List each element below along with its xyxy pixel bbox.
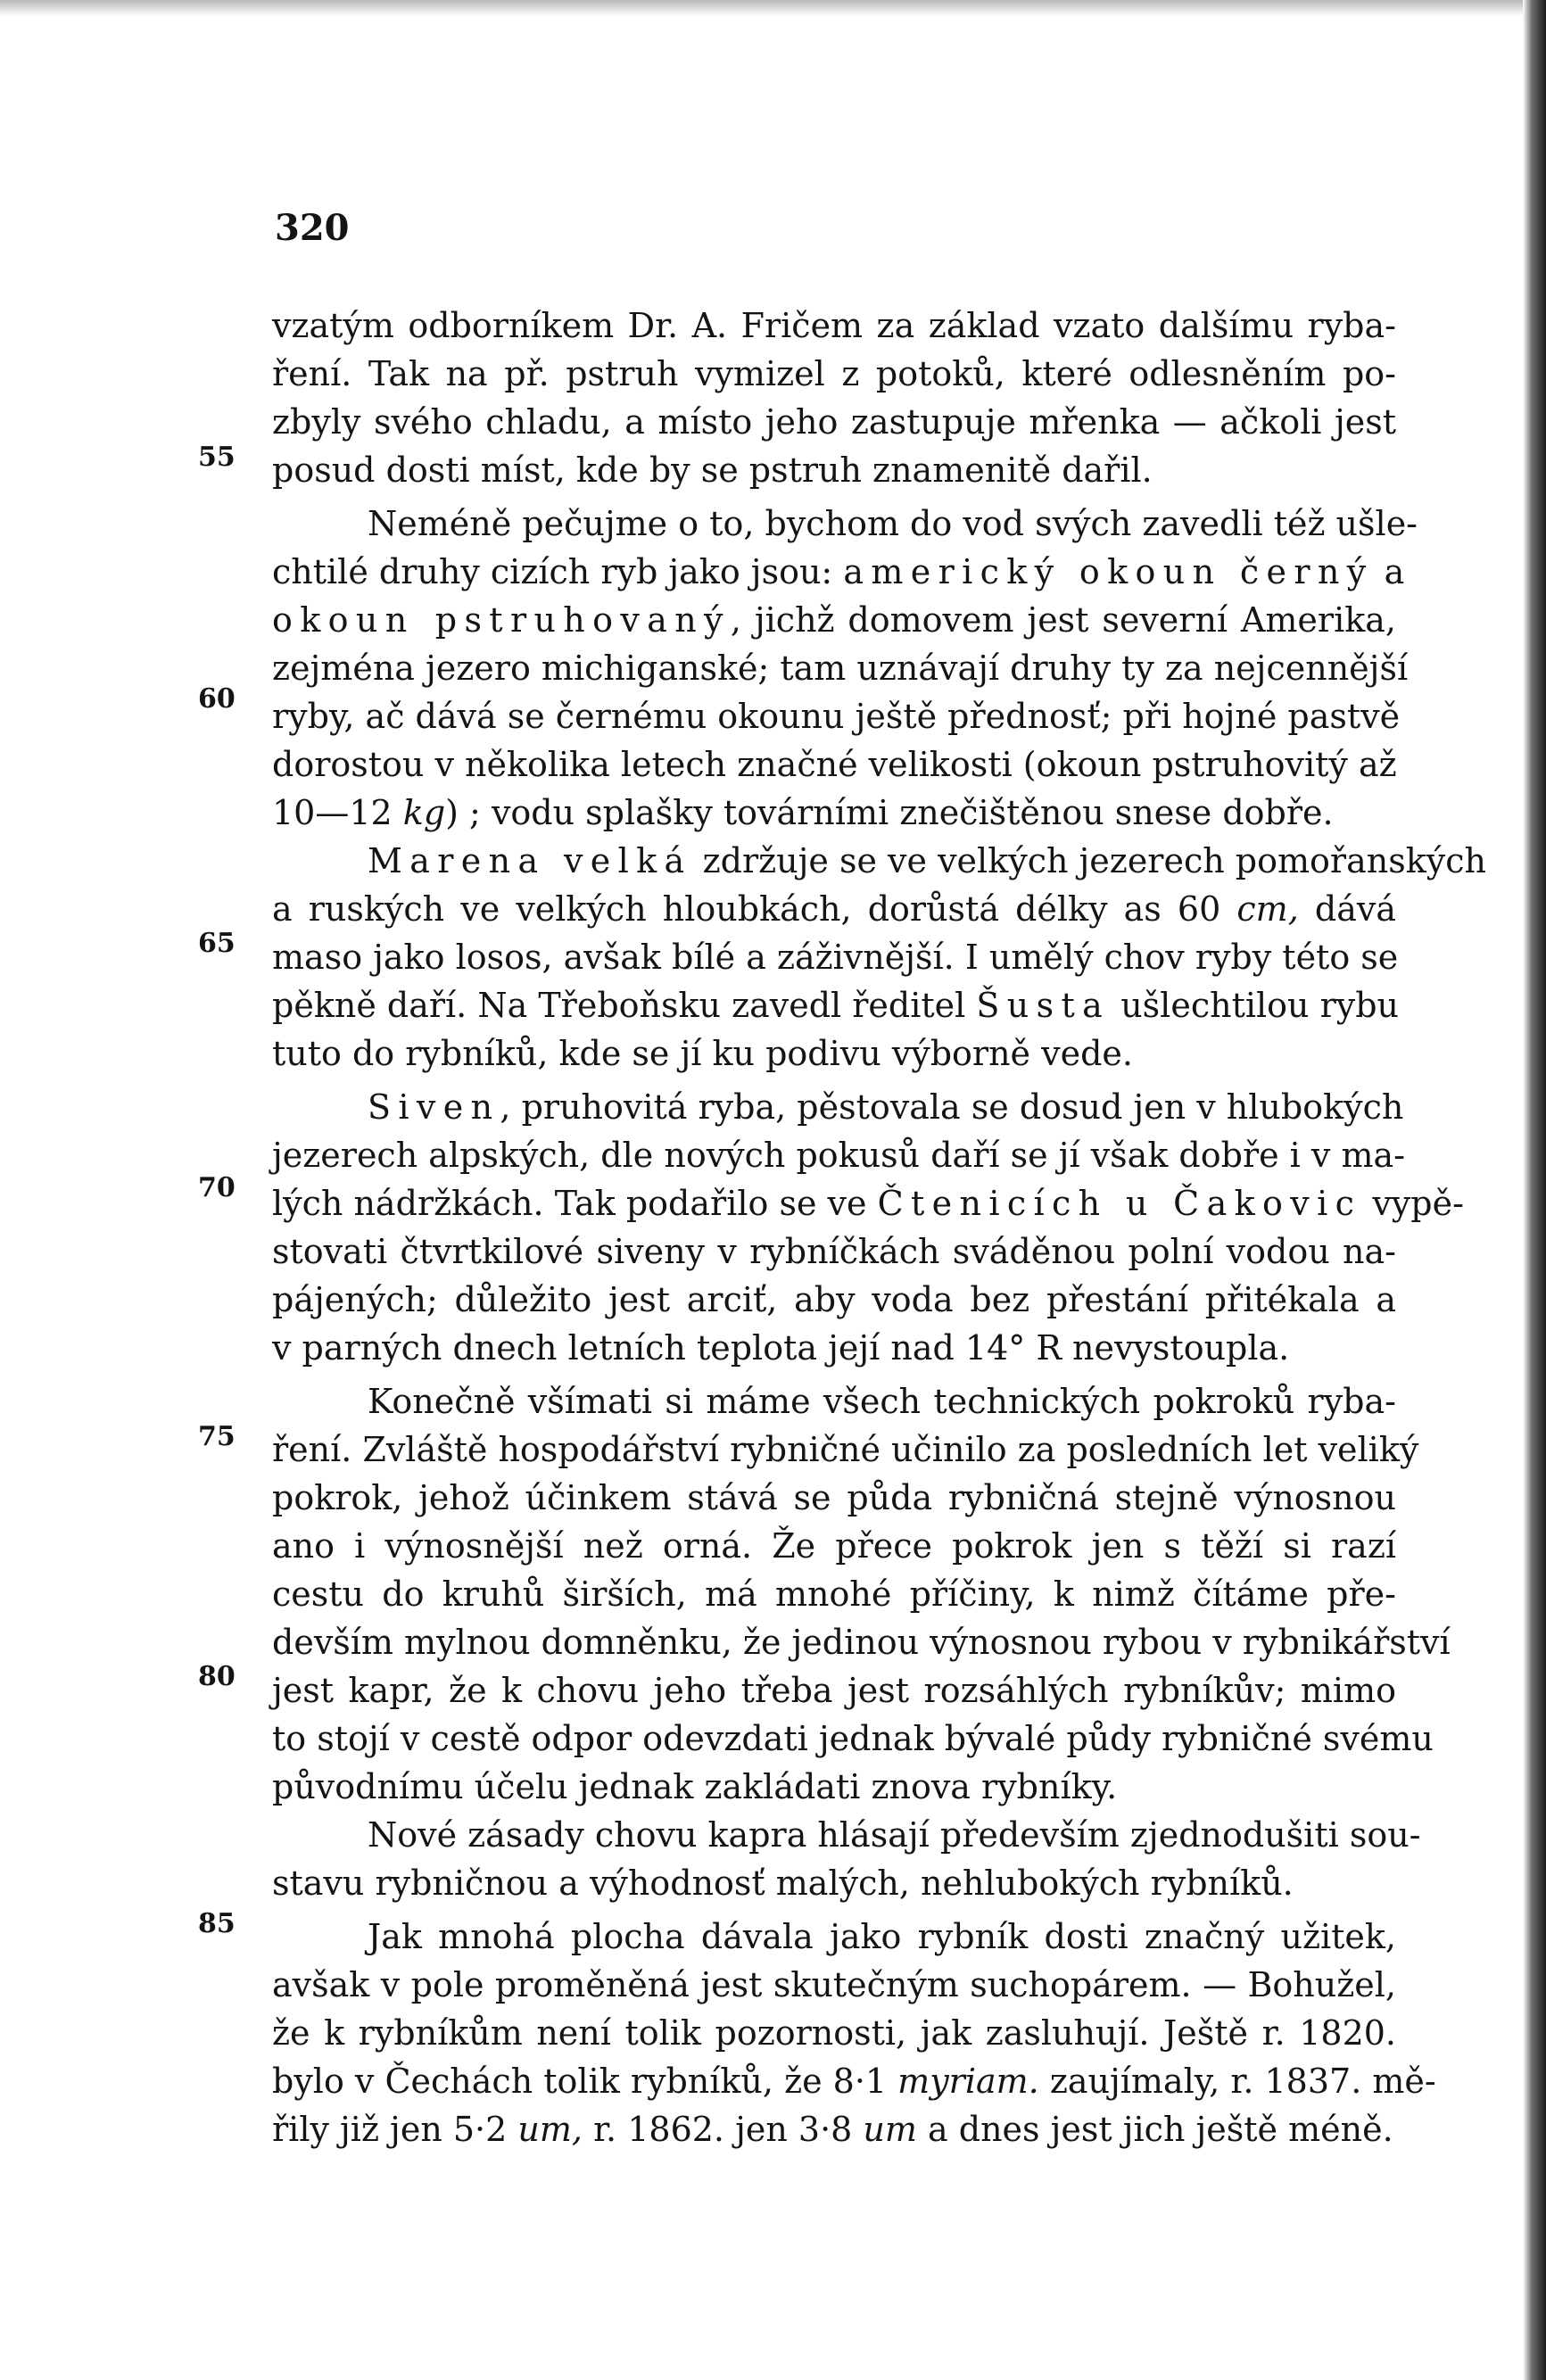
line-number-70: 70 xyxy=(198,1172,236,1203)
line-number-65: 65 xyxy=(198,928,236,959)
line-number-55: 55 xyxy=(198,442,236,473)
text-line xyxy=(368,1083,1404,1131)
text-line: že k rybníkům není tolik pozornosti, jak zasluhují. Ještě r. 1820. xyxy=(272,2013,1396,2053)
spaced-term: Čtenicích u Čakovic xyxy=(877,1184,1362,1223)
text-line: Konečně všímati si máme všech technických pokroků ryba- xyxy=(368,1382,1396,1421)
text-line: stavu rybničnou a výhodnosť malých, nehlubokých rybníků. xyxy=(272,1864,1294,1903)
spaced-term: Šusta xyxy=(976,986,1111,1025)
spaced-term: okoun pstruhovaný xyxy=(272,600,731,640)
spaced-term: americký okoun černý xyxy=(843,552,1374,591)
text-line: ano i výnosnější než orná. Že přece pokrok jen s těží si razí xyxy=(272,1526,1396,1566)
text-run: řily již jen 5·2 xyxy=(272,2110,518,2149)
text-run: dává xyxy=(1298,889,1396,929)
text-line xyxy=(272,2057,1436,2105)
text-run: pěkně daří. Na Třeboňsku zavedl ředitel xyxy=(272,986,977,1025)
italic-unit: um, xyxy=(517,2110,583,2149)
italic-unit: myriam. xyxy=(897,2062,1039,2101)
text-run: lých nádržkách. Tak podařilo se ve xyxy=(272,1184,878,1223)
text-line xyxy=(272,1179,1464,1227)
text-line: pájených; důležito jest arciť, aby voda bez přestání přitékala a xyxy=(272,1280,1396,1319)
italic-unit: um xyxy=(863,2110,917,2149)
text-line: zbyly svého chladu, a místo jeho zastupuje mřenka — ačkoli jest xyxy=(272,402,1396,442)
text-line: ření. Tak na př. pstruh vymizel z potoků, které odlesněním po- xyxy=(272,354,1396,393)
text-line: dorostou v několika letech značné velikosti (okoun pstruhovitý až xyxy=(272,745,1397,784)
text-run: vypě- xyxy=(1361,1184,1464,1223)
text-run: ušlechtilou rybu xyxy=(1110,986,1400,1025)
text-line: cestu do kruhů širších, má mnohé příčiny, k nimž čítáme pře- xyxy=(272,1574,1396,1614)
text-run: a xyxy=(1373,552,1405,591)
text-run: a ruských ve velkých hloubkách, dorůstá délky as 60 xyxy=(272,889,1237,929)
page-number: 320 xyxy=(275,207,350,249)
line-number-80: 80 xyxy=(198,1661,236,1692)
text-line: jest kapr, že k chovu jeho třeba jest rozsáhlých rybníkův; mimo xyxy=(272,1671,1396,1710)
line-number-75: 75 xyxy=(198,1421,236,1452)
text-line xyxy=(272,548,1405,596)
text-run: , pruhovitá ryba, pěstovala se dosud jen v hlubokých xyxy=(500,1087,1404,1127)
text-line: zejména jezero michiganské; tam uznávají druhy ty za nejcennější xyxy=(272,649,1409,688)
text-run: ) ; vodu splašky továrními znečištěnou snese dobře. xyxy=(445,793,1334,832)
text-line: původnímu účelu jednak zakládati znova rybníky. xyxy=(272,1767,1118,1806)
text-line xyxy=(272,2105,1396,2153)
text-run: zdržuje se ve velkých jezerech pomořanských xyxy=(691,841,1486,880)
text-run: chtilé druhy cizích ryb jako jsou: xyxy=(272,552,844,591)
scan-border-top xyxy=(0,0,1546,16)
text-line: ření. Zvláště hospodářství rybničné učinilo za posledních let veliký xyxy=(272,1430,1419,1469)
text-line xyxy=(272,885,1396,933)
text-run: a dnes jest jich ještě méně. xyxy=(916,2110,1393,2149)
text-line: pokrok, jehož účinkem stává se půda rybničná stejně výnosnou xyxy=(272,1478,1396,1517)
text-line xyxy=(272,981,1400,1029)
italic-unit: cm, xyxy=(1236,889,1299,929)
text-run: , jichž domovem jest severní Amerika, xyxy=(730,600,1396,640)
text-run: zaujímaly, r. 1837. mě- xyxy=(1038,2062,1436,2101)
text-line: vzatým odborníkem Dr. A. Fričem za základ vzato dalšímu ryba- xyxy=(272,306,1396,345)
text-run: bylo v Čechách tolik rybníků, že 8·1 xyxy=(272,2062,898,2101)
spaced-term: Marena velká xyxy=(368,841,692,880)
line-number-60: 60 xyxy=(198,683,236,715)
text-line: ryby, ač dává se černému okounu ještě přednosť; při hojné pastvě xyxy=(272,697,1401,736)
text-line: stovati čtvrtkilové siveny v rybníčkách sváděnou polní vodou na- xyxy=(272,1232,1396,1271)
line-number-85: 85 xyxy=(198,1908,236,1939)
italic-unit: kg xyxy=(402,793,446,832)
text-line: Jak mnohá plocha dávala jako rybník dosti značný užitek, xyxy=(368,1917,1396,1956)
text-line xyxy=(272,596,1396,644)
text-line: posud dosti míst, kde by se pstruh znamenitě dařil. xyxy=(272,450,1153,490)
scan-border-right xyxy=(1523,0,1546,2380)
text-line xyxy=(368,837,1486,885)
text-line: devším mylnou domněnku, že jedinou výnosnou rybou v rybnikářství xyxy=(272,1623,1451,1662)
text-line: jezerech alpských, dle nových pokusů daří se jí však dobře i v ma- xyxy=(272,1136,1405,1175)
text-line: to stojí v cestě odpor odevzdati jednak bývalé půdy rybničné svému xyxy=(272,1719,1434,1758)
text-run: r. 1862. jen 3·8 xyxy=(582,2110,864,2149)
spaced-term: Siven xyxy=(368,1087,500,1127)
text-line: v parných dnech letních teplota její nad 14° R nevystoupla. xyxy=(272,1328,1290,1368)
text-line: tuto do rybníků, kde se jí ku podivu výborně vede. xyxy=(272,1034,1133,1073)
text-line: maso jako losos, avšak bílé a záživnější. I umělý chov ryby této se xyxy=(272,938,1399,977)
text-line: Nové zásady chovu kapra hlásají především zjednodušiti sou- xyxy=(368,1815,1421,1855)
text-line xyxy=(272,789,1396,837)
text-line: avšak v pole proměněná jest skutečným suchopárem. — Bohužel, xyxy=(272,1965,1396,2004)
text-run: 10—12 xyxy=(272,793,403,832)
text-line: Neméně pečujme o to, bychom do vod svých zavedli též ušle- xyxy=(368,504,1418,543)
